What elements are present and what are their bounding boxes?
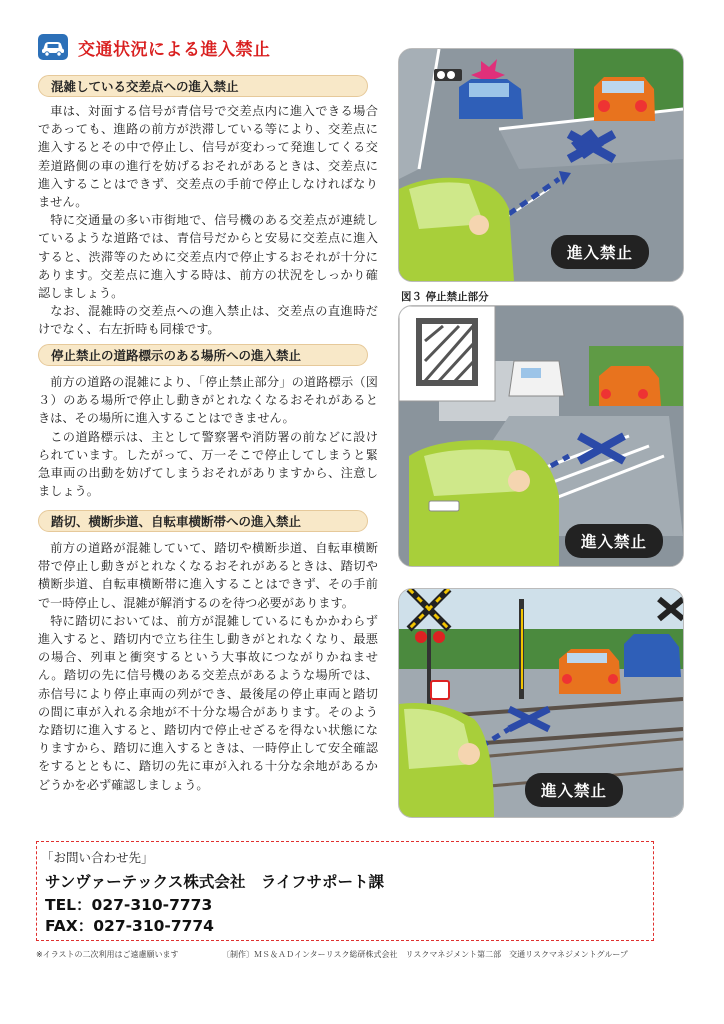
- contact-box: [36, 841, 654, 941]
- section-body-no-stop-zone: [38, 373, 378, 500]
- contact-company: サンヴァーテックス株式会社 ライフサポート課: [45, 873, 384, 891]
- car-icon: [38, 34, 68, 60]
- paragraph: 前方の道路が混雑していて、踏切や横断歩道、自転車横断帯で停止し動きがとれなくなるおそれがあるときは、踏切や横断歩道、自転車横断帯に進入することはできず、その手前で一時停止し、混雑が解消するのを待つ必要があります。: [38, 541, 378, 610]
- no-entry-label: 進入禁止: [525, 773, 623, 807]
- illustration-intersection: [398, 48, 684, 282]
- footer-note: ※イラストの二次利用はご遠慮願います: [36, 950, 179, 959]
- paragraph: 特に交通量の多い市街地で、信号機のある交差点が連続しているような道路では、青信号だからと安易に交差点に進入すると、渋滞等のために交差点内で停止するおそれが十分にあります。交差点に進入する時は、前方の状況をしっかり確認しましょう。: [38, 213, 378, 301]
- page-header: [38, 33, 271, 61]
- paragraph: 特に踏切においては、前方が混雑しているにもかかわらず進入すると、踏切内で立ち往生し動きがとれなくなり、最悪の場合、列車と衝突するという大事故につながりかねません。踏切の先に信号機のある交差点があるような場所では、赤信号により停止車両の列ができ、最後尾の停止車両と踏切の間に車が入れる余地が不十分な場合があります。そのような踏切に進入すると、踏切内で停止せざるを得ない状態になりますから、踏切に進入するときは、一時停止して安全確認をするとともに、踏切の先に車が入れる十分な余地があるかどうかを必ず確認しましょう。: [38, 613, 378, 792]
- section-heading-intersection: 混雑している交差点への進入禁止: [38, 75, 368, 97]
- section-heading-no-stop-zone: 停止禁止の道路標示のある場所への進入禁止: [38, 344, 368, 366]
- contact-fax: FAX：027-310-7774: [45, 917, 214, 935]
- figure-caption: 図３ 停止禁止部分: [401, 291, 489, 303]
- paragraph: この道路標示は、主として警察署や消防署の前などに設けられています。したがって、万一そこで停止してしまうと緊急車両の出動を妨げてしまうおそれがありますから、注意しましょう。: [38, 429, 378, 499]
- no-entry-label: 進入禁止: [551, 235, 649, 269]
- contact-label: 「お問い合わせ先」: [41, 850, 154, 865]
- illustration-railroad-crossing: [398, 588, 684, 818]
- no-entry-label: 進入禁止: [565, 524, 663, 558]
- paragraph: 前方の道路の混雑により、「停止禁止部分」の道路標示（図３）のある場所で停止し動きがとれなくなるおそれがあるときは、その場所に進入することはできません。: [38, 375, 378, 426]
- section-body-crossing: [38, 539, 378, 794]
- section-heading-crossing: 踏切、横断歩道、自転車横断帯への進入禁止: [38, 510, 368, 532]
- footer-credit: 〔制作〕ＭＳ＆ＡＤインターリスク総研株式会社 リスクマネジメント第二部 交通リスクマネジメントグループ: [222, 950, 628, 959]
- section-body-intersection: [38, 102, 378, 339]
- paragraph: なお、混雑時の交差点への進入禁止は、交差点の直進時だけでなく、右左折時も同様です。: [38, 304, 378, 337]
- contact-tel: TEL：027-310-7773: [45, 896, 213, 914]
- illustration-no-stop-zone: [398, 305, 684, 567]
- paragraph: 車は、対面する信号が青信号で交差点内に進入できる場合であっても、進路の前方が渋滞している等により、交差点に進入するとその中で停止し、信号が変わって発進してくる交差道路側の車の進行を妨げるおそれがあるときは、交差点に進入することはできず、交差点の手前で停止しなければなりません。: [38, 104, 378, 210]
- page-title: 交通状況による進入禁止: [78, 39, 271, 60]
